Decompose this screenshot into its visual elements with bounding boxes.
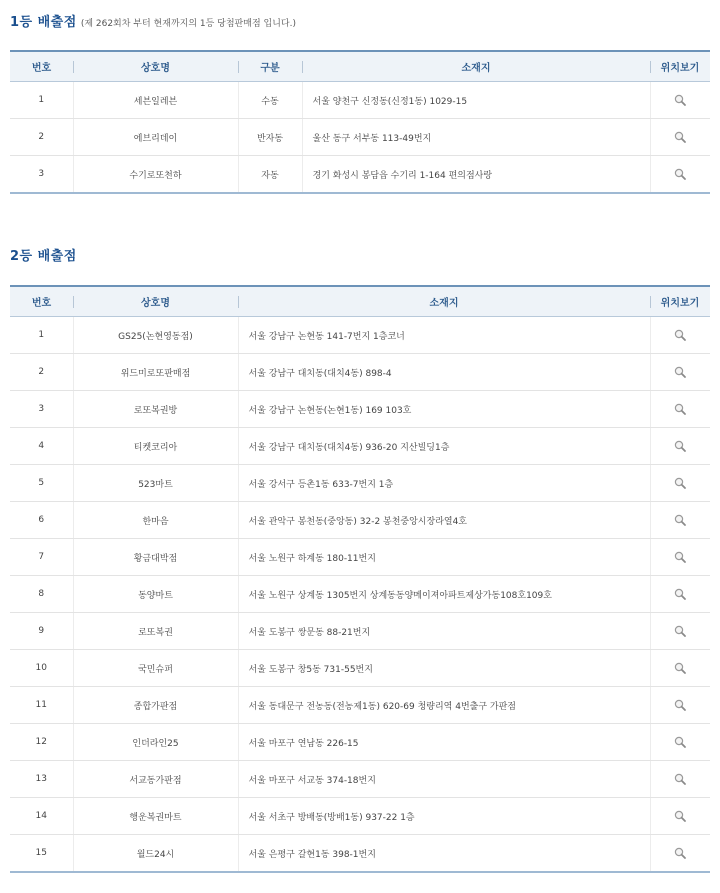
- header-type: 구분: [238, 51, 302, 82]
- cell-store-name: 인더라인25: [73, 724, 238, 761]
- magnifier-icon: [673, 587, 687, 601]
- cell-no: 5: [10, 465, 73, 502]
- cell-no: 12: [10, 724, 73, 761]
- cell-no: 8: [10, 576, 73, 613]
- magnifier-icon: [673, 328, 687, 342]
- cell-address: 울산 동구 서부동 113-49번지: [302, 119, 650, 156]
- cell-store-name: 월드24시: [73, 835, 238, 873]
- second-prize-heading: 2등 배출점: [10, 249, 77, 264]
- cell-store-name: 황금대박점: [73, 539, 238, 576]
- table-row: [10, 502, 710, 539]
- magnifier-icon: [673, 846, 687, 860]
- cell-store-name: 티켓코리아: [73, 428, 238, 465]
- header-no: 번호: [10, 286, 73, 317]
- location-button[interactable]: [650, 119, 710, 156]
- table-header-row: [10, 51, 710, 82]
- magnifier-icon: [673, 93, 687, 107]
- location-button[interactable]: [650, 798, 710, 835]
- magnifier-icon: [673, 624, 687, 638]
- cell-address: 서울 관악구 봉천동(중앙동) 32-2 봉천중앙시장라열4호: [238, 502, 650, 539]
- table-row: [10, 724, 710, 761]
- cell-address: 서울 강남구 대치동(대치4동) 936-20 지산빌딩1층: [238, 428, 650, 465]
- location-button[interactable]: [650, 761, 710, 798]
- cell-store-name: 로또복권방: [73, 391, 238, 428]
- magnifier-icon: [673, 365, 687, 379]
- table-row: [10, 761, 710, 798]
- location-button[interactable]: [650, 428, 710, 465]
- magnifier-icon: [673, 130, 687, 144]
- cell-type: 반자동: [238, 119, 302, 156]
- cell-address: 서울 마포구 서교동 374-18번지: [238, 761, 650, 798]
- table-row: [10, 119, 710, 156]
- header-name: 상호명: [73, 286, 238, 317]
- cell-no: 1: [10, 82, 73, 119]
- cell-address: 경기 화성시 봉담읍 수기리 1-164 편의점사랑: [302, 156, 650, 194]
- cell-address: 서울 노원구 하계동 180-11번지: [238, 539, 650, 576]
- cell-store-name: GS25(논현영동점): [73, 317, 238, 354]
- table-row: [10, 687, 710, 724]
- cell-store-name: 에브리데이: [73, 119, 238, 156]
- cell-store-name: 국민슈퍼: [73, 650, 238, 687]
- cell-no: 14: [10, 798, 73, 835]
- location-button[interactable]: [650, 317, 710, 354]
- cell-address: 서울 양천구 신정동(신정1동) 1029-15: [302, 82, 650, 119]
- cell-store-name: 위드미로또판매점: [73, 354, 238, 391]
- first-prize-note: (제 262회차 부터 현재까지의 1등 당첨판매점 입니다.): [80, 19, 296, 29]
- magnifier-icon: [673, 439, 687, 453]
- location-button[interactable]: [650, 613, 710, 650]
- magnifier-icon: [673, 809, 687, 823]
- magnifier-icon: [673, 402, 687, 416]
- header-address: 소재지: [238, 286, 650, 317]
- cell-address: 서울 서초구 방배동(방배1동) 937-22 1층: [238, 798, 650, 835]
- cell-address: 서울 강남구 대치동(대치4동) 898-4: [238, 354, 650, 391]
- location-button[interactable]: [650, 354, 710, 391]
- cell-no: 13: [10, 761, 73, 798]
- cell-store-name: 행운복권마트: [73, 798, 238, 835]
- table-row: [10, 539, 710, 576]
- cell-no: 3: [38, 169, 45, 179]
- magnifier-icon: [673, 772, 687, 786]
- location-button[interactable]: [650, 82, 710, 119]
- header-location: 위치보기: [650, 286, 710, 317]
- table-header-row: [10, 286, 710, 317]
- cell-no: 2: [10, 119, 73, 156]
- magnifier-icon: [673, 661, 687, 675]
- cell-address: 서울 은평구 갈현1동 398-1번지: [238, 835, 650, 873]
- header-location: 위치보기: [650, 51, 710, 82]
- magnifier-icon: [673, 476, 687, 490]
- cell-no: 1: [10, 317, 73, 354]
- cell-address: 서울 도봉구 창5동 731-55번지: [238, 650, 650, 687]
- cell-no: 7: [10, 539, 73, 576]
- cell-store-name: 한마음: [73, 502, 238, 539]
- cell-store-name: 세븐일레븐: [73, 82, 238, 119]
- cell-store-name: 523마트: [73, 465, 238, 502]
- cell-no: 2: [10, 354, 73, 391]
- cell-store-name: 서교동가판점: [73, 761, 238, 798]
- cell-no: 9: [10, 613, 73, 650]
- cell-no: 4: [10, 428, 73, 465]
- cell-no: 15: [35, 848, 47, 858]
- table-row: [10, 156, 710, 194]
- cell-address: 서울 동대문구 전농동(전농제1동) 620-69 청량리역 4번출구 가판점: [238, 687, 650, 724]
- cell-address: 서울 마포구 연남동 226-15: [238, 724, 650, 761]
- table-row: [10, 650, 710, 687]
- header-address: 소재지: [302, 51, 650, 82]
- table-row: [10, 576, 710, 613]
- table-row: [10, 465, 710, 502]
- magnifier-icon: [673, 550, 687, 564]
- magnifier-icon: [673, 513, 687, 527]
- second-prize-table: [10, 285, 710, 873]
- first-prize-heading: 1등 배출점: [10, 15, 77, 30]
- header-name: 상호명: [73, 51, 238, 82]
- magnifier-icon: [673, 698, 687, 712]
- cell-store-name: 종합가판점: [73, 687, 238, 724]
- cell-address: 서울 도봉구 쌍문동 88-21번지: [238, 613, 650, 650]
- table-row: [10, 798, 710, 835]
- cell-no: 6: [10, 502, 73, 539]
- cell-no: 10: [10, 650, 73, 687]
- first-prize-table: [10, 50, 710, 194]
- second-prize-title: [10, 245, 77, 264]
- cell-no: 3: [10, 391, 73, 428]
- location-button[interactable]: [650, 539, 710, 576]
- cell-address: 서울 강서구 등촌1동 633-7번지 1층: [238, 465, 650, 502]
- cell-store-name: 로또복권: [73, 613, 238, 650]
- location-button[interactable]: [650, 724, 710, 761]
- cell-no: 11: [10, 687, 73, 724]
- table-row: [10, 354, 710, 391]
- location-button[interactable]: [650, 465, 710, 502]
- cell-store-name: 동양마트: [73, 576, 238, 613]
- cell-address: 서울 강남구 논현동(논현1동) 169 103호: [238, 391, 650, 428]
- table-row: [10, 82, 710, 119]
- location-button[interactable]: [650, 156, 710, 194]
- cell-address: 서울 노원구 상계동 1305번지 상계동동양메이져아파트제상가동108호109호: [238, 576, 650, 613]
- location-button[interactable]: [650, 835, 710, 873]
- cell-type: 자동: [238, 156, 302, 194]
- location-button[interactable]: [650, 687, 710, 724]
- cell-type: 수동: [238, 82, 302, 119]
- table-row: [10, 428, 710, 465]
- table-row: [10, 613, 710, 650]
- location-button[interactable]: [650, 502, 710, 539]
- table-row: [10, 317, 710, 354]
- location-button[interactable]: [650, 391, 710, 428]
- location-button[interactable]: [650, 650, 710, 687]
- cell-address: 서울 강남구 논현동 141-7번지 1층코너: [238, 317, 650, 354]
- magnifier-icon: [673, 735, 687, 749]
- location-button[interactable]: [650, 576, 710, 613]
- header-no: 번호: [10, 51, 73, 82]
- cell-store-name: 수기로또천하: [73, 156, 238, 194]
- table-row: [10, 391, 710, 428]
- magnifier-icon: [673, 167, 687, 181]
- first-prize-title: [10, 11, 296, 30]
- table-row: [10, 835, 710, 873]
